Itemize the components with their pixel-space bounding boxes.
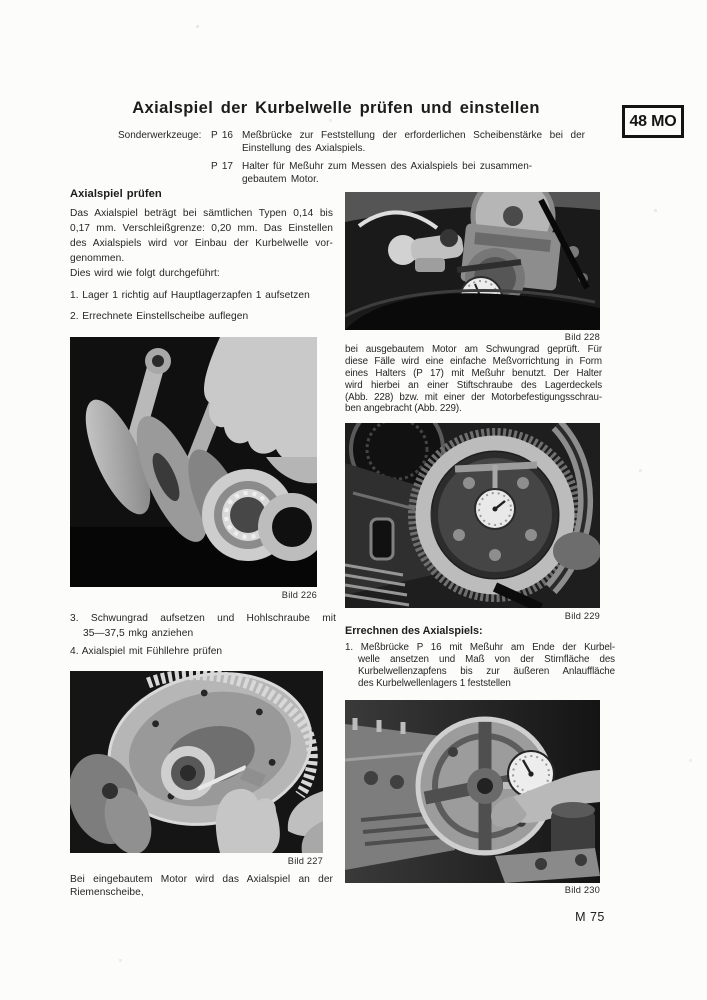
left-section-heading: Axialspiel prüfen xyxy=(70,188,162,200)
left-step-3: 3. Schwungrad aufsetzen und Hohlschraube mit 35—37,5 mkg anziehen xyxy=(70,613,336,639)
left-step-4: 4. Axialspiel mit Fühllehre prüfen xyxy=(70,646,223,657)
dial-gauge-icon xyxy=(475,489,515,529)
special-tools-label: Sonderwerkzeuge: xyxy=(118,130,202,141)
caption-bild-230: Bild 230 xyxy=(564,885,600,895)
caption-bild-229: Bild 229 xyxy=(564,611,600,621)
section-badge: 48 MO xyxy=(622,105,684,138)
muffler xyxy=(553,532,600,570)
right-paragraph-measuring: bei ausgebautem Motor am Schwungrad geprüft. Für diese Fälle wird eine einfache Meßvorrichtung in Form eines Halters (P 17) mit Meßuhr benutzt. Der Halter wird hierbei an einer Stiftschraube des Lagerdeckels (Abb. 228) bzw. mit einer der Motorbefestigungsschrau- ben angebracht (Abb. 229). xyxy=(345,344,602,415)
page-number: M 75 xyxy=(575,910,605,924)
right-section-heading: Errechnen des Axialspiels: xyxy=(345,625,483,637)
tool-desc-p17: Halter für Meßuhr zum Messen des Axialspiels bei zusammen- gebautem Motor. xyxy=(242,161,533,185)
photo-bild-228-engine-dial-gauge xyxy=(345,192,600,330)
left-paragraph-axialspiel: Das Axialspiel beträgt bei sämtlichen Typen 0,14 bis 0,17 mm. Verschleißgrenze: 0,20 mm. Das Einstellen des Axialspiels wird vor Einbau der Kurbelwelle vor- genommen. xyxy=(70,208,333,265)
page-title: Axialspiel der Kurbelwelle prüfen und einstellen xyxy=(132,99,540,117)
scan-speckles xyxy=(0,0,1,1)
tool-code-p16: P 16 xyxy=(211,130,233,141)
left-step-1: 1. Lager 1 richtig auf Hauptlagerzapfen 1 aufsetzen xyxy=(70,290,310,301)
left-intro-line: Dies wird wie folgt durchgeführt: xyxy=(70,268,220,279)
photo-bild-226-crankshaft-in-hand xyxy=(70,337,317,587)
caption-bild-226: Bild 226 xyxy=(281,590,317,600)
caption-bild-227: Bild 227 xyxy=(287,856,323,866)
tool-desc-p16: Meßbrücke zur Feststellung der erforderlichen Scheibenstärke bei der Einstellung des Axialspiels. xyxy=(242,130,585,154)
photo-bild-227-flywheel-feeler-gauge xyxy=(70,671,323,853)
tool-code-p17: P 17 xyxy=(211,161,233,172)
photo-bild-230-pulley-dial-gauge-hand xyxy=(345,700,600,883)
photo-bild-229-ring-gear-dial-gauge xyxy=(345,423,600,608)
left-closing-paragraph: Bei eingebautem Motor wird das Axialspiel an der Riemenscheibe, xyxy=(70,874,333,898)
right-step-1: 1. Meßbrücke P 16 mit Meßuhr am Ende der Kurbel- welle ansetzen und Maß von der Stirnfläche des Kurbelwellenzapfens bis zur äußeren Anlauffläche des Kurbelwellenlagers 1 feststellen xyxy=(345,642,615,689)
caption-bild-228: Bild 228 xyxy=(564,332,600,342)
hub-rings xyxy=(161,746,215,800)
left-step-2: 2. Errechnete Einstellscheibe auflegen xyxy=(70,311,249,322)
